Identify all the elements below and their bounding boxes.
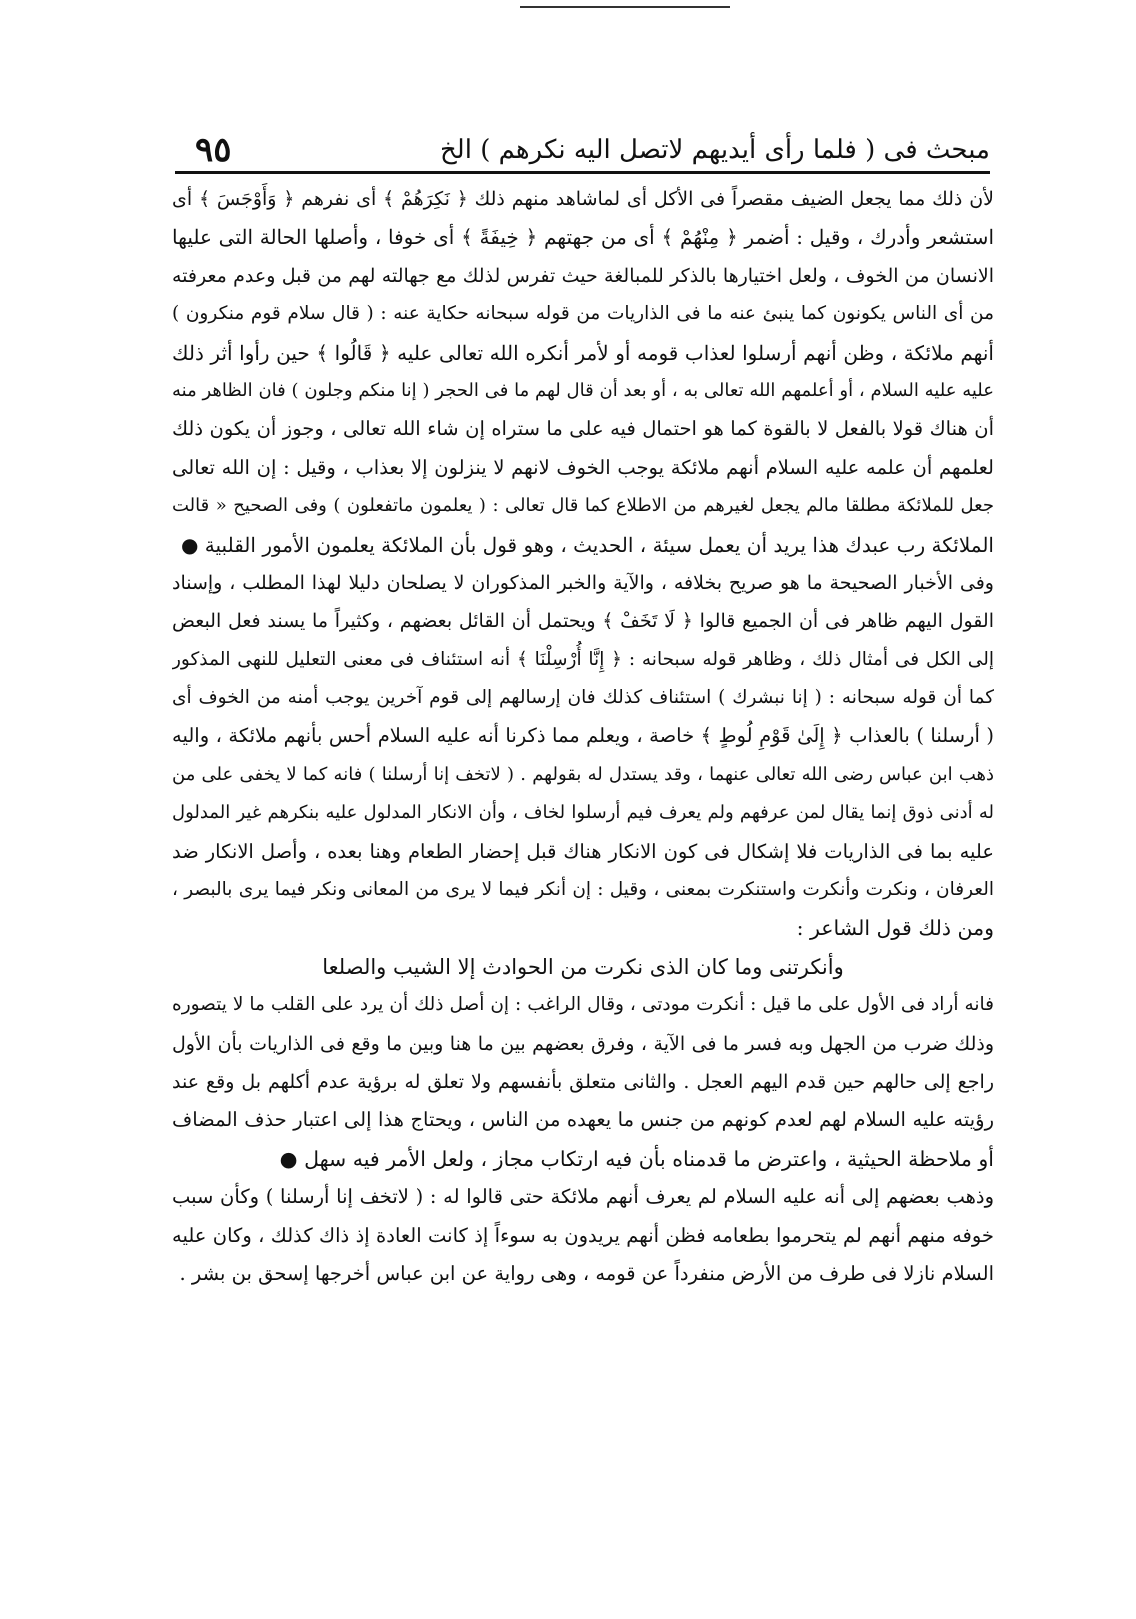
top-edge-rule bbox=[520, 6, 730, 8]
text-line: أن هناك قولا بالفعل لا بالقوة كما هو احتمال فيه على ما ستراه إن شاء الله تعالى ، وجوز أن يكون ذلك bbox=[172, 417, 994, 441]
text-line: أو ملاحظة الحيثية ، واعترض ما قدمناه بأن فيه ارتكاب مجاز ، ولعل الأمر فيه سهل ● bbox=[279, 1146, 994, 1171]
text-line: لأن ذلك مما يجعل الضيف مقصراً فى الأكل أى لماشاهد منهم ذلك ﴿ نَكِرَهُمْ ﴾ أى نفرهم ﴿ وَأَوْجَسَ ﴾ أى bbox=[172, 188, 994, 210]
page-number: ٩٥ bbox=[195, 130, 232, 170]
text-line: لعلمهم أن علمه عليه السلام أنهم ملائكة يوجب الخوف لانهم لا ينزلون إلا بعذاب ، وقيل : إن الله تعالى bbox=[172, 455, 994, 479]
text-line: القول اليهم ظاهر فى أن الجميع قالوا ﴿ لَا تَخَفْ ﴾ ويحتمل أن القائل بعضهم ، وكثيراً ما يسند فعل البعض bbox=[172, 610, 994, 633]
text-line: الملائكة رب عبدك هذا يريد أن يعمل سيئة ، الحديث ، وهو قول بأن الملائكة يعلمون الأمور القلبية ● bbox=[180, 532, 994, 557]
text-line: ( أرسلنا ) بالعذاب ﴿ إِلَىٰ قَوْمِ لُوطٍ ﴾ خاصة ، ويعلم مما ذكرنا أنه عليه السلام أحس بأنهم ملائكة ، واليه bbox=[172, 724, 994, 748]
verse-line: وأنكرتنى وما كان الذى نكرت من الحوادث إلا الشيب والصلعا bbox=[322, 954, 844, 979]
text-line: أنهم ملائكة ، وظن أنهم أرسلوا لعذاب قومه أو لأمر أنكره الله تعالى عليه ﴿ قَالُوا ﴾ حين رأوا أثر ذلك bbox=[172, 340, 994, 365]
text-line: وفى الأخبار الصحيحة ما هو صريح بخلافه ، والآية والخبر المذكوران لا يصلحان دليلا لهذا المطلب ، وإسناد bbox=[172, 571, 994, 594]
text-line: ذهب ابن عباس رضى الله تعالى عنهما ، وقد يستدل له بقولهم . ( لاتخف إنا أرسلنا ) فانه كما لا يخفى على من bbox=[172, 763, 994, 785]
text-line: خوفه منهم أنهم لم يتحرموا بطعامه فظن أنهم يريدون به سوءاً إذ كانت العادة إذ ذاك كذلك ، وكان عليه bbox=[172, 1223, 994, 1247]
text-line: فانه أراد فى الأول على ما قيل : أنكرت مودتى ، وقال الراغب : إن أصل ذلك أن يرد على القلب ما لا يتصوره bbox=[172, 994, 994, 1016]
text-line: عليه عليه السلام ، أو أعلمهم الله تعالى به ، أو بعد أن قال لهم ما فى الحجر ( إنا منكم وجلون ) فان الظاهر منه bbox=[172, 379, 994, 401]
text-line: عليه بما فى الذاريات فلا إشكال فى كون الانكار هناك قبل إحضار الطعام وهنا بعده ، وأصل الانكار ضد bbox=[172, 839, 994, 863]
text-line: السلام نازلا فى طرف من الأرض منفرداً عن قومه ، وهى رواية عن ابن عباس أخرجها إسحق بن بشر . bbox=[179, 1261, 994, 1285]
text-line: كما أن قوله سبحانه : ( إنا نبشرك ) استئناف كذلك فان إرسالهم إلى قوم آخرين يوجب أمنه من الخوف أى bbox=[172, 687, 994, 709]
header-title: مبحث فى ( فلما رأى أيديهم لاتصل اليه نكرهم ) الخ bbox=[440, 135, 990, 165]
text-line: رؤيته عليه السلام لهم لعدم كونهم من جنس ما يعهده من الناس ، ويحتاج هذا إلى اعتبار حذف المضاف bbox=[172, 1108, 994, 1132]
running-header bbox=[175, 122, 990, 170]
text-line: استشعر وأدرك ، وقيل : أضمر ﴿ مِنْهُمْ ﴾ أى من جهتهم ﴿ خِيفَةً ﴾ أى خوفا ، وأصلها الحالة التى عليها bbox=[172, 225, 994, 250]
text-line: جعل للملائكة مطلقا مالم يجعل لغيرهم من الاطلاع كما قال تعالى : ( يعلمون ماتفعلون ) وفى الصحيح « قالت bbox=[172, 495, 994, 517]
text-line: له أدنى ذوق إنما يقال لمن عرفهم ولم يعرف فيم أرسلوا لخاف ، وأن الانكار المدلول عليه بنكرهم غير المدلول bbox=[172, 802, 994, 824]
text-line: راجع إلى حالهم حين قدم اليهم العجل . والثانى متعلق بأنفسهم ولا تعلق له برؤية عدم أكلهم بل وقع عند bbox=[172, 1070, 994, 1093]
text-line: الانسان من الخوف ، ولعل اختيارها بالذكر للمبالغة حيث تفرس لذلك مع جهالته لهم من قبل وعدم معرفته bbox=[172, 264, 994, 287]
header-rule bbox=[175, 171, 990, 174]
text-line: وذلك ضرب من الجهل وبه فسر ما فى الآية ، وفرق بعضهم بين ما هنا وبين ما وقع فى الذاريات بأن الأول bbox=[172, 1032, 994, 1055]
body-text bbox=[172, 180, 994, 1293]
text-line: العرفان ، ونكرت وأنكرت واستنكرت بمعنى ، وقيل : إن أنكر فيما لا يرى من المعانى ونكر فيما يرى بالبصر ، bbox=[172, 879, 994, 901]
text-line: ومن ذلك قول الشاعر : bbox=[796, 916, 994, 941]
text-line: إلى الكل فى أمثال ذلك ، وظاهر قوله سبحانه : ﴿ إِنَّا أُرْسِلْنَا ﴾ أنه استئناف فى معنى التعليل للنهى المذكور bbox=[172, 648, 994, 670]
text-line: من أى الناس يكونون كما ينبئ عنه ما فى الذاريات من قوله سبحانه حكاية عنه : ( قال سلام قوم منكرون ) bbox=[172, 303, 994, 325]
text-line: وذهب بعضهم إلى أنه عليه السلام لم يعرف أنهم ملائكة حتى قالوا له : ( لاتخف إنا أرسلنا ) وكأن سبب bbox=[172, 1185, 994, 1209]
